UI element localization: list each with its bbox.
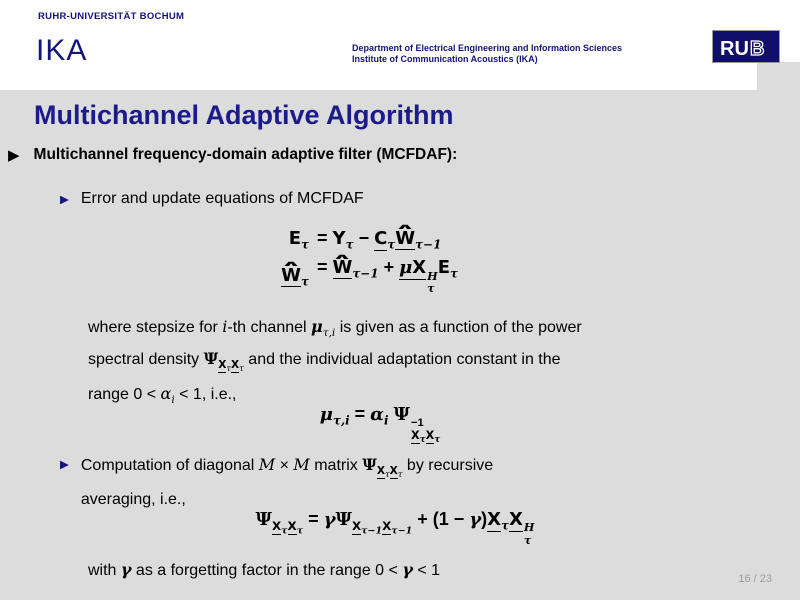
stepsize-paragraph: where stepsize for i-th channel $\mu_{\tau,i}$ is given as a function of the power spectral density $\Psi_{X_\tau X_\tau}$ and the individual adaptation constant in the range $0 < \alpha_i < 1$, i.e., <box>88 317 582 407</box>
sub-bullet-error-equations <box>60 190 364 210</box>
slide-title: Multichannel Adaptive Algorithm <box>34 100 454 130</box>
header-band <box>0 0 800 90</box>
department-line-1: Department of Electrical Engineering and Information Sciences <box>352 43 623 53</box>
bullet-triangle-icon: ▶ <box>8 146 20 164</box>
equation-error-lhs: $E_\tau$ <box>288 227 309 252</box>
bullet-mcfdaf <box>8 146 778 165</box>
bullet-mcfdaf-label: Multichannel frequency-domain adaptive filter (MCFDAF): <box>33 146 458 163</box>
rub-logo-icon <box>716 34 776 60</box>
sub-bullet-computation-label: Computation of diagonal M × M matrix $\Psi_{X_\tau X_\tau}$ by recursive averaging, i.e., <box>80 455 494 509</box>
equation-update-lhs: ∧ $W_\tau$ <box>225 265 309 289</box>
sub-bullet-computation <box>60 452 493 512</box>
department-address <box>352 43 622 64</box>
equation-stepsize: $\mu_{\tau,i} = \alpha_i$ Ψ −1 $X_\tau X_\tau$ <box>319 404 441 445</box>
rub-logo-b-text: B <box>750 37 765 60</box>
forgetting-factor-note: with γ as a forgetting factor in the range 0 < γ < 1 <box>88 560 441 579</box>
equation-psd-recursion: $\Psi_{X_\tau X_\tau} = \gamma\Psi_{X_{\tau-1}X_{\tau-1}} + (1 - \gamma)X_\tau X$ H τ <box>255 509 535 547</box>
rub-logo <box>712 30 780 63</box>
department-line-2: Institute of Communication Acoustics (IKA) <box>352 53 538 64</box>
sub-bullet-triangle-icon: ▶ <box>60 192 69 206</box>
header-corner-decoration <box>757 62 800 90</box>
university-name: RUHR-UNIVERSITÄT BOCHUM <box>38 11 185 22</box>
page-number: 16 / 23 <box>738 573 772 585</box>
sub-bullet-triangle-icon: ▶ <box>60 457 69 471</box>
equation-update-rhs: = ∧ $W_{\tau-1} + \mu X$ H τ $E_\tau$ <box>317 257 458 295</box>
institute-abbrev: IKA <box>36 34 88 67</box>
rub-logo-ru-text: RU <box>720 37 749 60</box>
equations-error-update <box>225 221 458 295</box>
equation-update <box>225 258 458 295</box>
sub-bullet-error-label: Error and update equations of MCFDAF <box>80 190 364 207</box>
equation-error-rhs: = $Y_\tau$ − $C_\tau\wedge$ $W_{\tau-1}$ <box>317 228 441 252</box>
